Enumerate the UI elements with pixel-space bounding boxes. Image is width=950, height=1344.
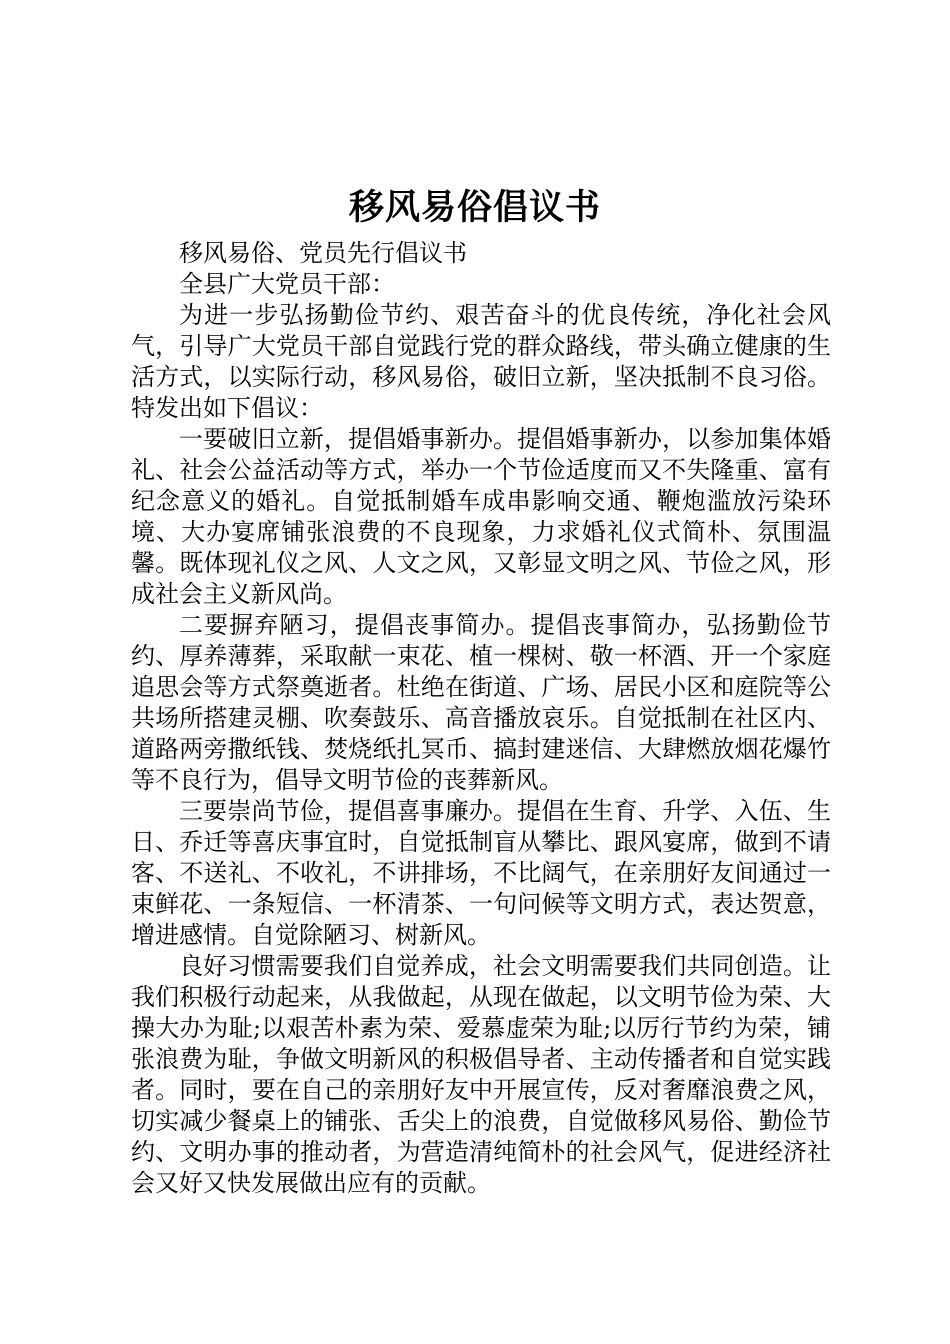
point-three-paragraph: 三要崇尚节俭，提倡喜事廉办。提倡在生育、升学、入伍、生日、乔迁等喜庆事宜时，自觉抵制盲从攀比、跟风宴席，做到不请客、不送礼、不收礼，不讲排场，不比阔气，在亲朋好友间通过一束鲜花、一条短信、一杯清茶、一句问候等文明方式，表达贺意，增进感情。自觉除陋习、树新风。 [131, 797, 831, 949]
intro-paragraph: 为进一步弘扬勤俭节约、艰苦奋斗的优良传统，净化社会风气，引导广大党员干部自觉践行党的群众路线，带头确立健康的生活方式，以实际行动，移风易俗，破旧立新，坚决抵制不良习俗。特发出如下倡议： [131, 301, 831, 422]
subtitle-paragraph: 移风易俗、党员先行倡议书 [179, 239, 467, 267]
point-two-paragraph: 二要摒弃陋习，提倡丧事简办。提倡丧事简办，弘扬勤俭节约、厚养薄葬，采取献一束花、植一棵树、敬一杯酒、开一个家庭追思会等方式祭奠逝者。杜绝在街道、广场、居民小区和庭院等公共场所搭建灵棚、吹奏鼓乐、高音播放哀乐。自觉抵制在社区内、道路两旁撒纸钱、焚烧纸扎冥币、搞封建迷信、大肆燃放烟花爆竹等不良行为，倡导文明节俭的丧葬新风。 [131, 611, 831, 794]
salutation-paragraph: 全县广大党员干部： [179, 270, 395, 298]
point-one-paragraph: 一要破旧立新，提倡婚事新办。提倡婚事新办，以参加集体婚礼、社会公益活动等方式，举办一个节俭适度而又不失隆重、富有纪念意义的婚礼。自觉抵制婚车成串影响交通、鞭炮滥放污染环境、大办宴席铺张浪费的不良现象，力求婚礼仪式简朴、氛围温馨。既体现礼仪之风、人文之风，又彰显文明之风、节俭之风，形成社会主义新风尚。 [131, 425, 831, 608]
closing-paragraph: 良好习惯需要我们自觉养成，社会文明需要我们共同创造。让我们积极行动起来，从我做起，从现在做起，以文明节俭为荣、大操大办为耻;以艰苦朴素为荣、爱慕虚荣为耻;以厉行节约为荣，铺张浪费为耻，争做文明新风的积极倡导者、主动传播者和自觉实践者。同时，要在自己的亲朋好友中开展宣传，反对奢靡浪费之风，切实减少餐桌上的铺张、舌尖上的浪费，自觉做移风易俗、勤俭节约、文明办事的推动者，为营造清纯简朴的社会风气，促进经济社会又好又快发展做出应有的贡献。 [131, 952, 831, 1197]
document-body [131, 238, 831, 1199]
document-title: 移风易俗倡议书 [348, 187, 601, 228]
